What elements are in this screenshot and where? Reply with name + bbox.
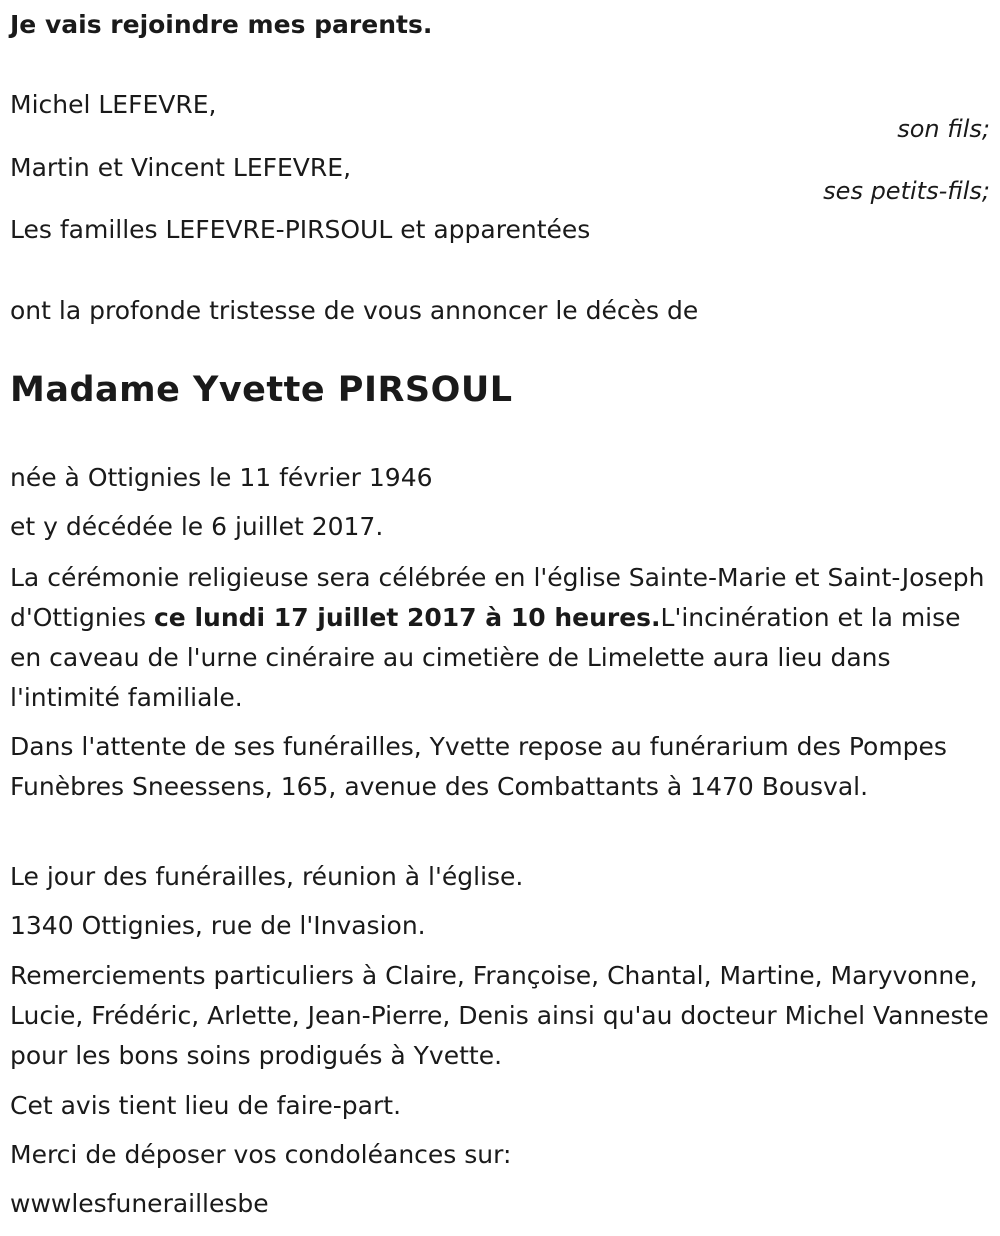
website-link[interactable]: wwwlesfuneraillesbe	[10, 1189, 269, 1218]
ceremony-paragraph	[10, 558, 995, 718]
thanks-paragraph: Remerciements particuliers à Claire, Françoise, Chantal, Martine, Maryvonne, Lucie, Frédéric, Arlette, Jean-Pierre, Denis ainsi qu'au docteur Michel Vanneste pour les bons soins prodigués à Yvette.	[10, 961, 989, 1070]
condolences-line: Merci de déposer vos condoléances sur:	[10, 1140, 512, 1169]
meeting-line: Le jour des funérailles, réunion à l'église.	[10, 862, 524, 891]
family-relatives: Les familles LEFEVRE-PIRSOUL et apparentées	[10, 215, 591, 244]
birth-line: née à Ottignies le 11 février 1946	[10, 463, 433, 492]
funerarium-paragraph: Dans l'attente de ses funérailles, Yvette repose au funérarium des Pompes Funèbres Sneessens, 165, avenue des Combattants à 1470 Bousval.	[10, 732, 947, 801]
family-son-relation: son fils;	[897, 115, 990, 143]
header-quote: Je vais rejoindre mes parents.	[10, 10, 433, 39]
family-grandsons-name: Martin et Vincent LEFEVRE,	[10, 153, 352, 182]
ceremony-datetime: ce lundi 17 juillet 2017 à 10 heures.	[153, 603, 661, 632]
announcement-text: ont la profonde tristesse de vous annoncer le décès de	[10, 296, 699, 325]
family-grandsons-relation: ses petits-fils;	[823, 177, 990, 205]
deceased-name: Madame Yvette PIRSOUL	[10, 370, 513, 410]
notice-line: Cet avis tient lieu de faire-part.	[10, 1091, 402, 1120]
address-line: 1340 Ottignies, rue de l'Invasion.	[10, 911, 426, 940]
ceremony-rest: L'incinération et la mise en caveau de l'urne cinéraire au cimetière de Limelette aura lieu dans l'intimité familiale.	[10, 603, 961, 712]
ceremony-intro: La cérémonie religieuse sera célébrée en l'église Sainte-Marie et Saint-Joseph d'Ottignies	[10, 563, 985, 632]
family-son-name: Michel LEFEVRE,	[10, 90, 217, 119]
death-line: et y décédée le 6 juillet 2017.	[10, 512, 384, 541]
